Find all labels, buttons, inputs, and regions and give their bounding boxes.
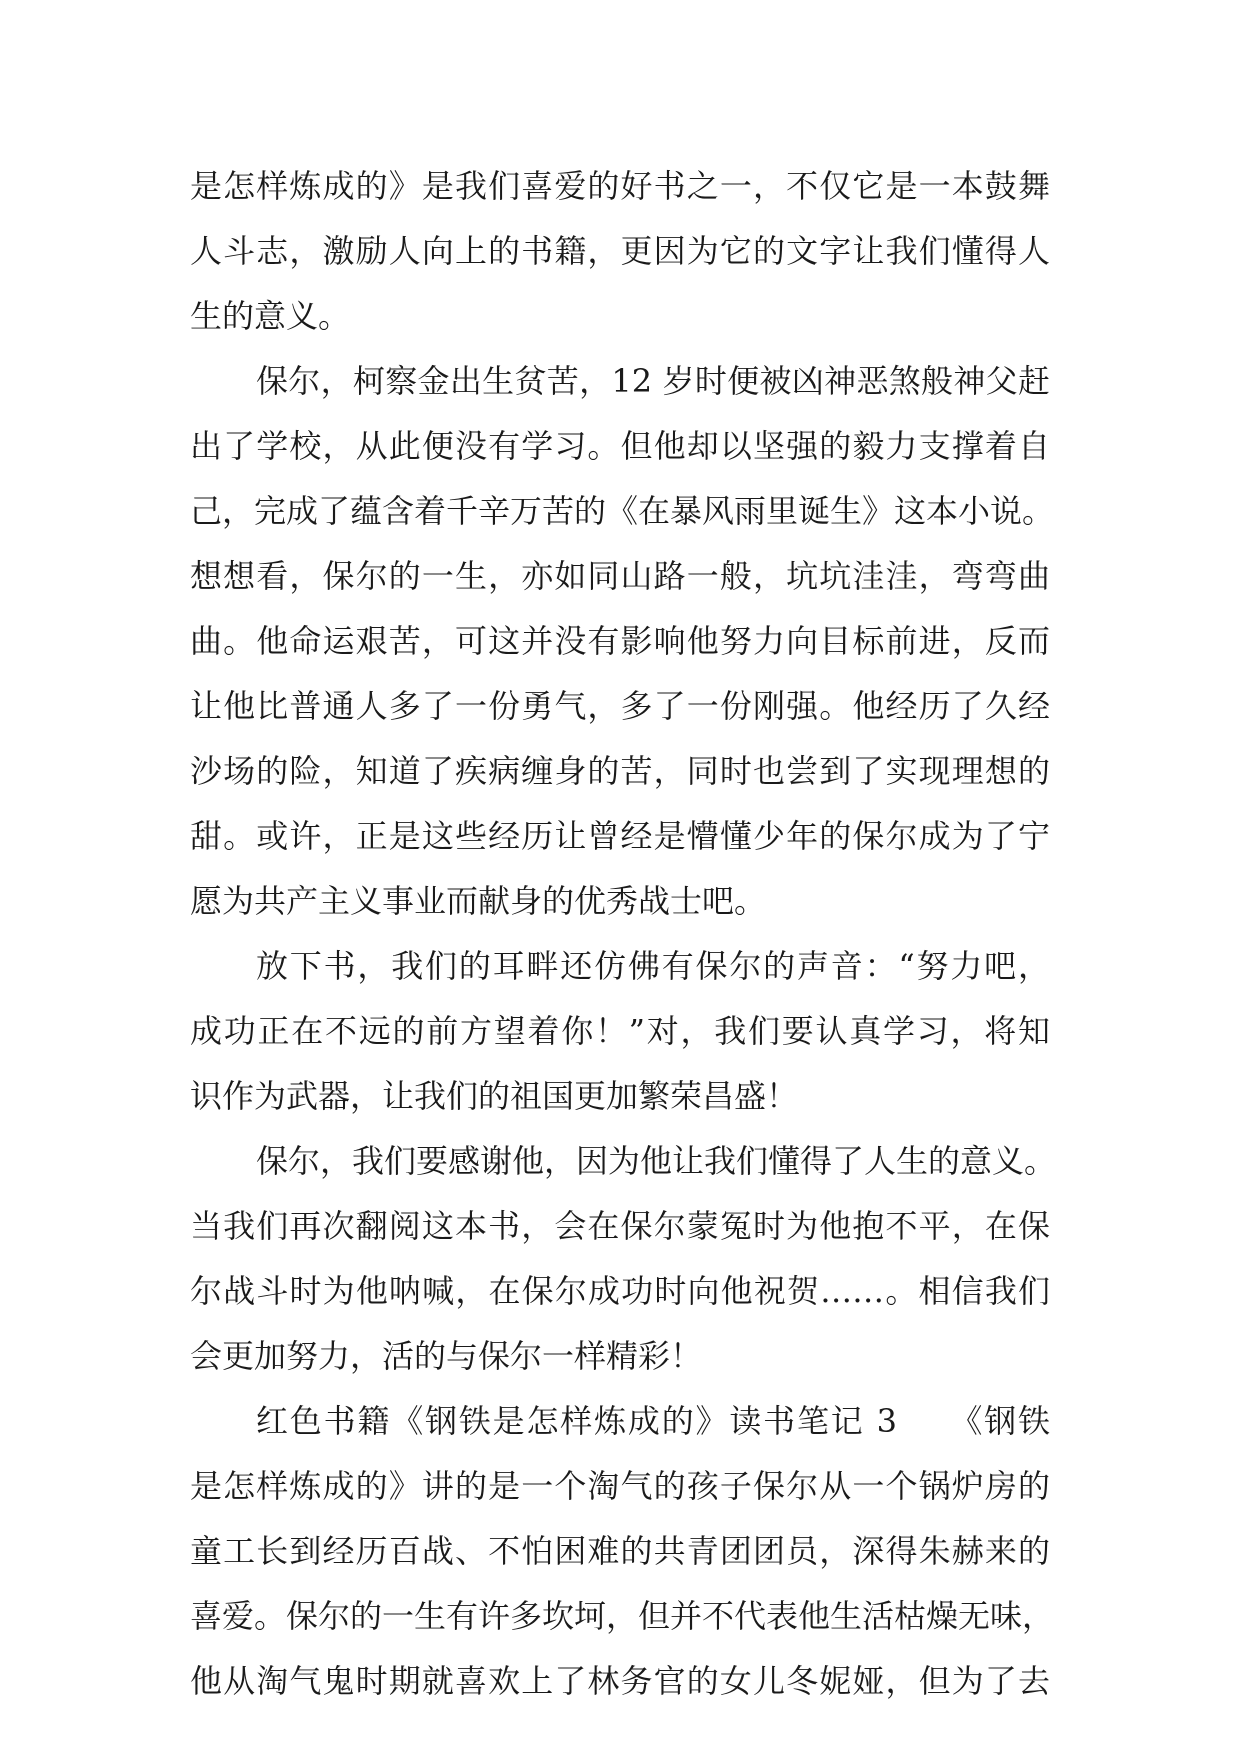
text-line: 童工长到经历百战、不怕困难的共青团团员，深得朱赫来的 bbox=[190, 1532, 1050, 1570]
text-line: 想想看，保尔的一生，亦如同山路一般，坑坑洼洼，弯弯曲 bbox=[190, 557, 1050, 595]
text-line: 出了学校，从此便没有学习。但他却以坚强的毅力支撑着自 bbox=[190, 427, 1050, 465]
text-line: 是怎样炼成的》讲的是一个淘气的孩子保尔从一个锅炉房的 bbox=[190, 1467, 1050, 1505]
text-line: 他从淘气鬼时期就喜欢上了林务官的女儿冬妮娅，但为了去 bbox=[190, 1662, 1050, 1700]
text-line: 识作为武器，让我们的祖国更加繁荣昌盛！ bbox=[190, 1077, 799, 1115]
text-line: 尔战斗时为他呐喊，在保尔成功时向他祝贺……。相信我们 bbox=[190, 1272, 1050, 1310]
text-line: 让他比普通人多了一份勇气，多了一份刚强。他经历了久经 bbox=[190, 687, 1050, 725]
text-line: 当我们再次翻阅这本书，会在保尔蒙冤时为他抱不平，在保 bbox=[190, 1207, 1050, 1245]
text-line: 己，完成了蕴含着千辛万苦的《在暴风雨里诞生》这本小说。 bbox=[190, 492, 1055, 530]
text-line: 曲。他命运艰苦，可这并没有影响他努力向目标前进，反而 bbox=[190, 622, 1050, 660]
text-line: 放下书，我们的耳畔还仿佛有保尔的声音：“努力吧， bbox=[256, 947, 1050, 985]
text-line: 甜。或许，正是这些经历让曾经是懵懂少年的保尔成为了宁 bbox=[190, 817, 1050, 855]
body-text bbox=[190, 158, 1057, 1718]
text-line: 是怎样炼成的》是我们喜爱的好书之一，不仅它是一本鼓舞 bbox=[190, 167, 1050, 205]
text-line: 愿为共产主义事业而献身的优秀战士吧。 bbox=[190, 882, 767, 920]
text-line: 成功正在不远的前方望着你！”对，我们要认真学习，将知 bbox=[190, 1012, 1050, 1050]
text-line: 会更加努力，活的与保尔一样精彩！ bbox=[190, 1337, 703, 1375]
text-line: 红色书籍《钢铁是怎样炼成的》读书笔记 3 《钢铁 bbox=[256, 1402, 1050, 1440]
text-line: 保尔，我们要感谢他，因为他让我们懂得了人生的意义。 bbox=[256, 1142, 1057, 1180]
text-line: 喜爱。保尔的一生有许多坎坷，但并不代表他生活枯燥无味， bbox=[190, 1597, 1055, 1635]
text-line: 保尔，柯察金出生贫苦，12 岁时便被凶神恶煞般神父赶 bbox=[256, 362, 1050, 400]
text-line: 生的意义。 bbox=[190, 297, 351, 335]
text-line: 人斗志，激励人向上的书籍，更因为它的文字让我们懂得人 bbox=[190, 232, 1050, 270]
text-line: 沙场的险，知道了疾病缠身的苦，同时也尝到了实现理想的 bbox=[190, 752, 1050, 790]
